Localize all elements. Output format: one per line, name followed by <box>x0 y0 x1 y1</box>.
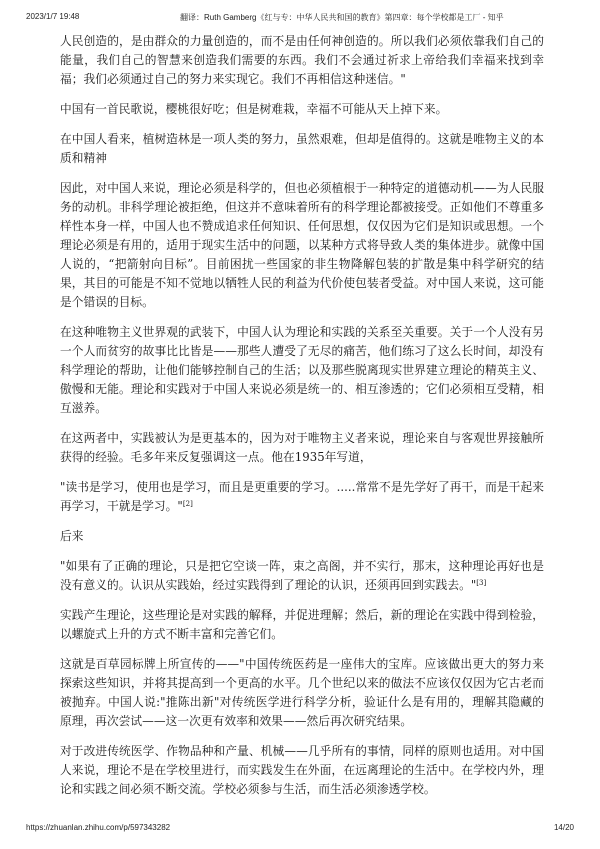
quote-paragraph <box>60 557 544 595</box>
paragraph: 对于改进传统医学、作物品种和产量、机械——几乎所有的事情，同样的原则也适用。对中国人来说，理论不是在学校里进行，而实践发生在外面，在远离理论的生活中。在学校内外，理论和实践之间必须不断交流。学校必须参与生活，而生活必须渗透学校。 <box>60 744 544 796</box>
paragraph: 人民创造的，是由群众的力量创造的，而不是由任何神创造的。所以我们必须依靠我们自己的能量，我们自己的智慧来创造我们需要的东西。我们不会通过祈求上帝给我们幸福来找到幸福；我们必须通过自己的努力来实现它。我们不再相信这种迷信。" <box>60 34 544 86</box>
quote-text: "如果有了正确的理论，只是把它空谈一阵，束之高阁，并不实行，那末，这种理论再好也是没有意义的。认识从实践始，经过实践得到了理论的认识，还须再回到实践去。" <box>60 559 544 592</box>
article-body <box>60 32 544 799</box>
paragraph: 中国有一首民歌说，樱桃很好吃；但是树难栽，幸福不可能从天上掉下来。 <box>60 102 448 116</box>
quote-text: "读书是学习，使用也是学习，而且是更重要的学习。.....常常不是先学好了再干，而是干起来再学习，干就是学习。" <box>60 480 544 513</box>
paragraph: 后来 <box>60 529 84 543</box>
page-title: 翻译：Ruth Gamberg《红与专：中华人民共和国的教育》第四章：每个学校都是工厂 - 知乎 <box>180 13 504 22</box>
paragraph: 在这种唯物主义世界观的武装下，中国人认为理论和实践的关系至关重要。关于一个人没有另一个人而贫穷的故事比比皆是——那些人遭受了无尽的痛苦，他们练习了这么长时间，却没有科学理论的帮助，让他们能够控制自己的生活；以及那些脱离现实世界建立理论的精英主义、傲慢和无能。理论和实践对于中国人来说必须是统一的、相互渗透的；它们必须相互受精，相互滋养。 <box>60 325 544 415</box>
paragraph: 在这两者中，实践被认为是更基本的，因为对于唯物主义者来说，理论来自与客观世界接触所获得的经验。毛多年来反复强调这一点。他在1935年写道， <box>60 431 544 464</box>
page-header <box>26 12 574 24</box>
paragraph: 这就是百草园标牌上所宣传的——"中国传统医药是一座伟大的宝库。应该做出更大的努力来探索这些知识，并将其提高到一个更高的水平。几个世纪以来的做法不应该仅仅因为它古老而被抛弃。中国人说:"推陈出新"对传统医学进行科学分析，验证什么是有用的，理解其隐藏的原理，再次尝试——这一次更有效率和效果——然后再次研究结果。 <box>60 657 544 728</box>
paragraph: 在中国人看来，植树造林是一项人类的努力，虽然艰难，但却是值得的。这就是唯物主义的本质和精神 <box>60 132 544 165</box>
paragraph: 实践产生理论，这些理论是对实践的解释，并促进理解；然后，新的理论在实践中得到检验，以螺旋式上升的方式不断丰富和完善它们。 <box>60 608 544 641</box>
paragraph: 因此，对中国人来说，理论必须是科学的，但也必须植根于一种特定的道德动机——为人民服务的动机。非科学理论被拒绝，但这并不意味着所有的科学理论都被接受。正如他们不尊重多样性本身一样，中国人也不赞成追求任何知识、任何思想，仅仅因为它们是知识或思想。一个理论必须是有用的，适用于现实生活中的问题，以某种方式将导致人类的集体进步。就像中国人说的，“把箭射向目标”。目前困扰一些国家的非生物降解包装的扩散是集中科学研究的结果，其目的可能是不知不觉地以牺牲人民的利益为代价使包装者受益。对中国人来说，这可能是个错误的目标。 <box>60 181 544 309</box>
page-number: 14/20 <box>553 823 574 832</box>
footnote-ref-3[interactable]: [3] <box>476 579 487 587</box>
footnote-ref-2[interactable]: [2] <box>182 500 193 508</box>
quote-paragraph <box>60 478 544 516</box>
page-footer <box>26 823 574 835</box>
print-datetime: 2023/1/7 19:48 <box>26 12 80 21</box>
page-url: https://zhuanlan.zhihu.com/p/597343282 <box>26 823 171 832</box>
